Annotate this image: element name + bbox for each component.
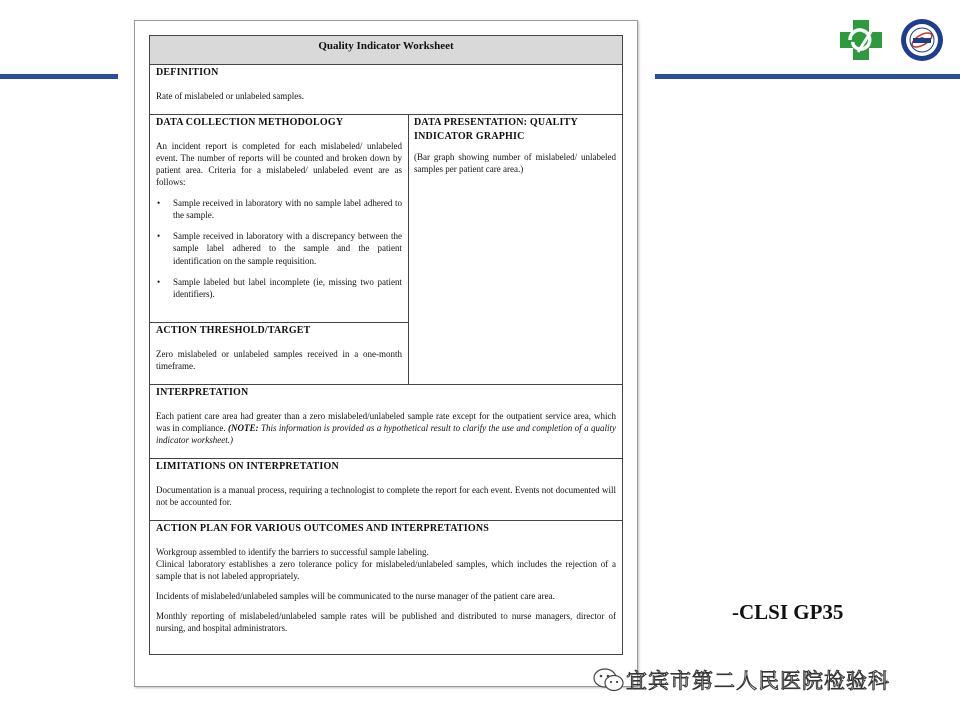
- worksheet-title: Quality Indicator Worksheet: [150, 36, 622, 65]
- criteria-item: • Sample received in laboratory with no sample label adhered to the sample.: [156, 197, 402, 221]
- action-threshold-heading: ACTION THRESHOLD/TARGET: [156, 325, 311, 336]
- interpretation-heading: INTERPRETATION: [156, 387, 249, 398]
- data-collection-heading: DATA COLLECTION METHODOLOGY: [156, 117, 344, 128]
- data-collection-intro: An incident report is completed for each mislabeled/ unlabeled event. The number of reports will be counted and broken down by patient area. Criteria for a mislabeled/ unlabeled event are as follows:: [156, 140, 402, 187]
- data-presentation-heading: DATA PRESENTATION: QUALITY INDICATOR GRAPHIC: [414, 117, 578, 142]
- source-citation: -CLSI GP35: [732, 600, 844, 624]
- ustc-seal-logo: [900, 18, 944, 62]
- definition-section: [150, 64, 622, 114]
- data-presentation-text: (Bar graph showing number of mislabeled/ unlabeled samples per patient care area.): [414, 152, 616, 175]
- quality-indicator-worksheet: [149, 35, 623, 655]
- criteria-item: • Sample labeled but label incomplete (ie, missing two patient identifiers).: [156, 276, 402, 300]
- interpretation-body: Each patient care area had greater than a zero mislabeled/unlabeled sample rate except for the outpatient service area, which was in compliance.: [156, 410, 616, 433]
- limitations-heading: LIMITATIONS ON INTERPRETATION: [156, 461, 339, 472]
- action-plan-line: Monthly reporting of mislabeled/unlabeled sample rates will be published and distributed to nurse managers, director of nursing, and hospital administrators.: [156, 611, 616, 634]
- interpretation-note: This information is provided as a hypothetical result to clarify the use and completion of a quality indicator worksheet.): [156, 422, 617, 445]
- criteria-item: • Sample received in laboratory with a discrepancy between the sample label adhered to the sample and the patient identification on the sample requisition.: [156, 230, 402, 266]
- action-threshold-section: [150, 322, 408, 384]
- interpretation-note-label: (NOTE:: [228, 422, 259, 433]
- hospital-cross-logo: [838, 18, 884, 62]
- header-rule-left: [0, 74, 118, 79]
- watermark-text: 宜宾市第二人民医院检验科: [626, 669, 890, 693]
- data-collection-section: [150, 114, 408, 322]
- action-plan-section: [150, 520, 622, 654]
- action-plan-heading: ACTION PLAN FOR VARIOUS OUTCOMES AND INTERPRETATIONS: [156, 523, 490, 534]
- data-presentation-section: [408, 114, 622, 384]
- action-plan-text: [156, 546, 616, 582]
- definition-heading: DEFINITION: [156, 67, 219, 78]
- action-threshold-text: Zero mislabeled or unlabeled samples received in a one-month timeframe.: [156, 348, 402, 371]
- action-plan-line: Workgroup assembled to identify the barriers to successful sample labeling.: [156, 546, 429, 557]
- action-plan-line: Clinical laboratory establishes a zero tolerance policy for mislabeled/unlabeled samples, which includes the rejection of a sample that is not labeled appropriately.: [156, 558, 616, 581]
- wechat-icon: [592, 667, 626, 693]
- header-rule-right: [655, 74, 960, 79]
- limitations-text: Documentation is a manual process, requiring a technologist to complete the report for each event. Events not documented will not be accounted for.: [156, 484, 616, 507]
- action-plan-line: Incidents of mislabeled/unlabeled samples will be communicated to the nurse manager of the patient care area.: [156, 590, 555, 601]
- interpretation-section: [150, 384, 622, 458]
- limitations-section: [150, 458, 622, 520]
- interpretation-text: [156, 410, 616, 446]
- definition-text: Rate of mislabeled or unlabeled samples.: [156, 90, 304, 101]
- criteria-list: [156, 197, 402, 300]
- wechat-watermark: [592, 665, 937, 695]
